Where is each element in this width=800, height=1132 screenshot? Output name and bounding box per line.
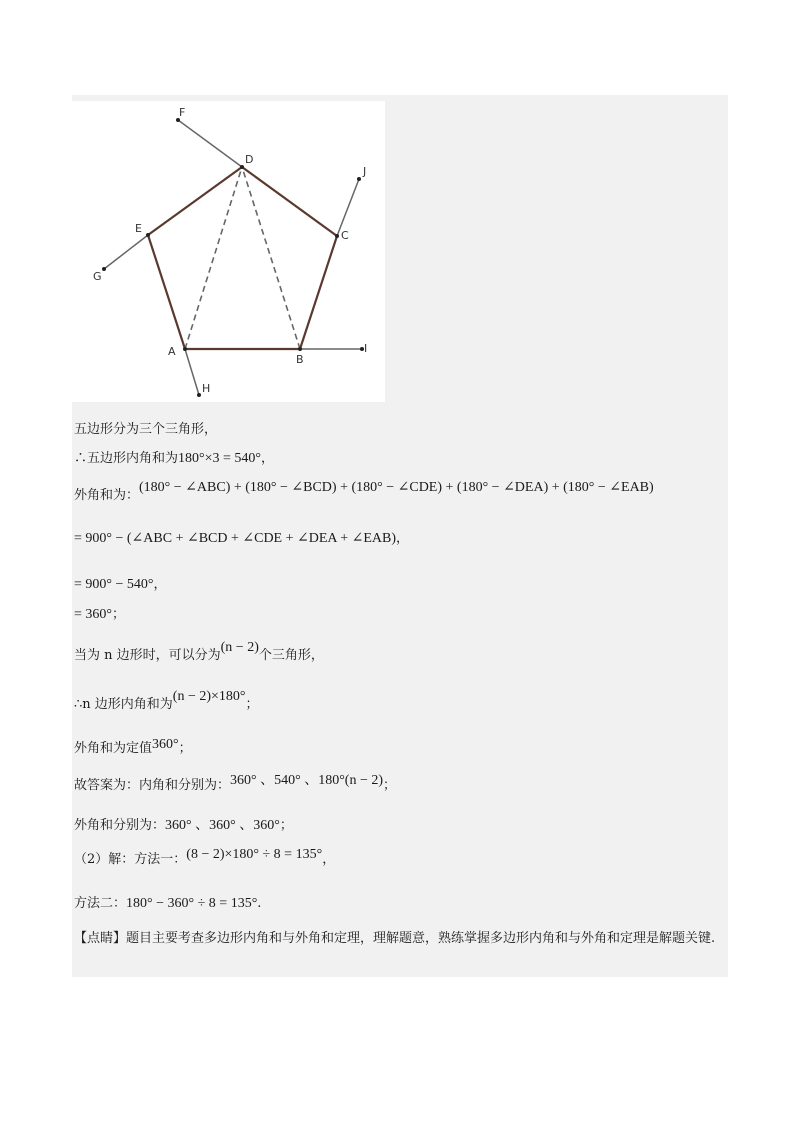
label-g: G <box>93 270 102 283</box>
line-12 <box>74 847 336 869</box>
line-1 <box>74 421 217 439</box>
line-9-math: 360° <box>152 737 179 752</box>
line-13-text: 方法二： <box>74 896 127 911</box>
line-4-math: = 900° − (∠ABC + ∠BCD + ∠CDE + ∠DEA + ∠EAB) <box>74 531 397 546</box>
line-10-math: 360° 、540° 、180°(n − 2) <box>230 773 384 788</box>
line-4 <box>74 530 409 548</box>
line-3-text: 外角和为： <box>74 488 140 503</box>
line-2-tail: ， <box>261 451 275 466</box>
side-ea <box>148 235 185 349</box>
line-5-tail: ， <box>153 577 167 592</box>
line-10-tail: ； <box>383 778 397 793</box>
line-10-text: 故答案为：内角和分别为： <box>74 778 231 793</box>
line-13 <box>74 895 261 913</box>
ext-ah <box>185 349 199 395</box>
ext-eg <box>104 235 148 269</box>
label-c: C <box>341 229 349 242</box>
label-a: A <box>168 345 176 358</box>
label-f: F <box>179 106 186 119</box>
line-13-math: 180° − 360° ÷ 8 = 135° <box>126 896 258 911</box>
line-6-tail: ； <box>112 607 126 622</box>
line-7-text: 当为 n 边形时，可以分为 <box>74 648 221 663</box>
pentagon-diagram <box>72 101 385 402</box>
diagonal-ad <box>185 167 242 349</box>
ext-df <box>178 120 242 167</box>
side-bc <box>300 236 337 349</box>
line-9 <box>74 737 192 758</box>
line-6-math: = 360° <box>74 607 112 622</box>
line-8-text: ∴n 边形内角和为 <box>74 697 173 712</box>
line-1-text: 五边形分为三个三角形， <box>74 422 218 437</box>
line-9-text: 外角和为定值 <box>74 741 153 756</box>
line-11-math: 360° 、360° 、360° <box>165 818 280 833</box>
line-9-tail: ； <box>178 741 192 756</box>
line-7-math: (n − 2) <box>220 640 259 655</box>
line-13-tail: . <box>257 896 262 911</box>
line-8 <box>74 689 259 714</box>
line-10 <box>74 773 397 795</box>
line-4-tail: ， <box>396 531 410 546</box>
line-5-math: = 900° − 540° <box>74 577 154 592</box>
line-2-text: ∴五边形内角和为 <box>74 451 179 466</box>
label-j: J <box>363 165 367 178</box>
line-6 <box>74 606 125 624</box>
pentagon-figure <box>72 101 385 402</box>
side-cd <box>242 167 337 236</box>
line-12-math: (8 − 2)×180° ÷ 8 = 135° <box>186 847 323 862</box>
line-11-text: 外角和分别为： <box>74 818 166 833</box>
line-8-tail: ； <box>245 697 259 712</box>
label-e: E <box>135 222 142 235</box>
line-11 <box>74 817 293 835</box>
key-point-comment: 【点睛】题目主要考查多边形内角和与外角和定理，理解题意，熟练掌握多边形内角和与外角和定理是解题关键. <box>74 931 716 946</box>
label-i: I <box>364 342 368 355</box>
line-3 <box>74 480 654 505</box>
ext-cj <box>337 179 359 236</box>
line-8-math: (n − 2)×180° <box>172 689 246 704</box>
line-7-tail: 个三角形， <box>258 648 324 663</box>
side-de <box>148 167 242 235</box>
line-12-text: （2）解：方法一： <box>74 852 187 867</box>
line-11-tail: ； <box>279 818 293 833</box>
line-3-math: (180° − ∠ABC) + (180° − ∠BCD) + (180° − ∠CDE) + (180° − ∠DEA) + (180° − ∠EAB) <box>139 480 654 495</box>
line-2 <box>74 450 274 468</box>
label-d: D <box>245 153 254 166</box>
line-12-tail: ， <box>322 852 336 867</box>
line-2-math: 180°×3 = 540° <box>178 451 262 466</box>
label-h: H <box>202 382 211 395</box>
diagonal-bd <box>242 167 300 349</box>
label-b: B <box>296 353 304 366</box>
line-7 <box>74 640 324 665</box>
line-5 <box>74 576 167 594</box>
